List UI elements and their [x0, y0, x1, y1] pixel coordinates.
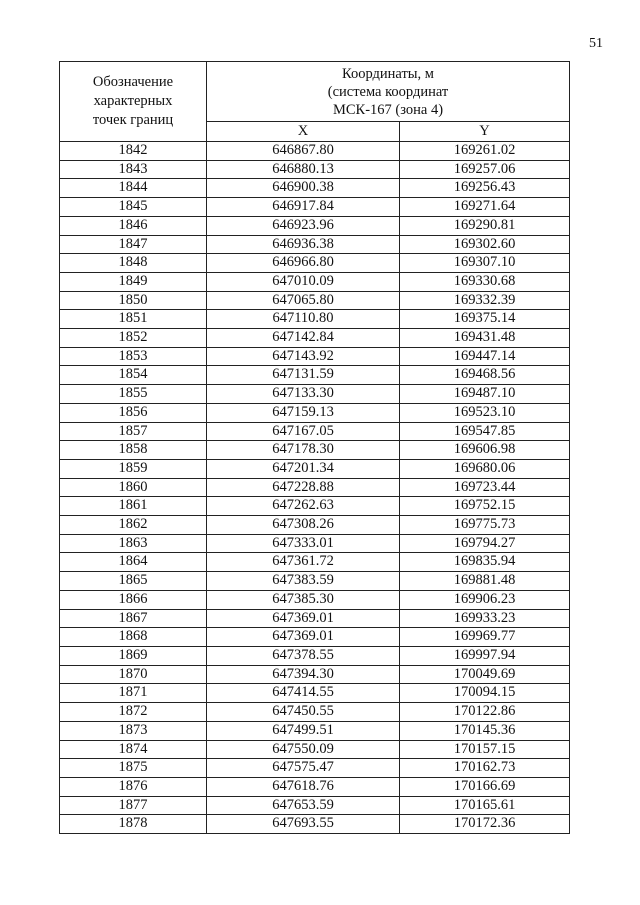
point-id-cell: 1866: [60, 590, 207, 609]
x-coordinate-cell: 647262.63: [207, 497, 400, 516]
y-coordinate-cell: 170145.36: [400, 721, 570, 740]
x-coordinate-cell: 647065.80: [207, 291, 400, 310]
point-id-cell: 1851: [60, 310, 207, 329]
x-coordinate-cell: 646867.80: [207, 142, 400, 161]
point-id-cell: 1874: [60, 740, 207, 759]
point-id-cell: 1858: [60, 441, 207, 460]
x-coordinate-cell: 647333.01: [207, 534, 400, 553]
x-coordinate-cell: 647653.59: [207, 796, 400, 815]
table-row: [60, 646, 570, 665]
x-coordinate-cell: 647499.51: [207, 721, 400, 740]
table-row: [60, 740, 570, 759]
x-coordinate-cell: 647308.26: [207, 516, 400, 535]
y-coordinate-cell: 169775.73: [400, 516, 570, 535]
x-coordinate-cell: 647228.88: [207, 478, 400, 497]
point-id-cell: 1862: [60, 516, 207, 535]
table-row: [60, 609, 570, 628]
table-row: [60, 179, 570, 198]
table-body: [60, 142, 570, 834]
y-coordinate-cell: 169881.48: [400, 572, 570, 591]
point-id-cell: 1854: [60, 366, 207, 385]
point-id-cell: 1868: [60, 628, 207, 647]
point-id-cell: 1861: [60, 497, 207, 516]
table-row: [60, 815, 570, 834]
y-coordinate-cell: 170172.36: [400, 815, 570, 834]
x-coordinate-cell: 647369.01: [207, 628, 400, 647]
point-id-cell: 1849: [60, 272, 207, 291]
x-coordinate-cell: 647450.55: [207, 703, 400, 722]
y-coordinate-cell: 169271.64: [400, 198, 570, 217]
table-row: [60, 291, 570, 310]
table-row: [60, 497, 570, 516]
y-coordinate-cell: 169997.94: [400, 646, 570, 665]
point-id-cell: 1847: [60, 235, 207, 254]
y-coordinate-cell: 169375.14: [400, 310, 570, 329]
point-id-cell: 1860: [60, 478, 207, 497]
table-row: [60, 366, 570, 385]
point-id-cell: 1865: [60, 572, 207, 591]
y-coordinate-cell: 170157.15: [400, 740, 570, 759]
x-coordinate-cell: 647167.05: [207, 422, 400, 441]
point-designation-header-line: Обозначение: [92, 74, 174, 90]
point-id-cell: 1842: [60, 142, 207, 161]
point-id-cell: 1844: [60, 179, 207, 198]
point-designation-header: [60, 62, 207, 142]
point-id-cell: 1877: [60, 796, 207, 815]
x-coordinate-cell: 647110.80: [207, 310, 400, 329]
table-row: [60, 553, 570, 572]
table-row: [60, 759, 570, 778]
point-designation-header-line: точек границ: [92, 112, 174, 128]
coordinates-table: [59, 61, 570, 834]
y-coordinate-cell: 169752.15: [400, 497, 570, 516]
y-column-header: Y: [400, 122, 570, 142]
table-row: [60, 590, 570, 609]
x-coordinate-cell: 647414.55: [207, 684, 400, 703]
table-row: [60, 272, 570, 291]
x-coordinate-cell: 647550.09: [207, 740, 400, 759]
point-id-cell: 1857: [60, 422, 207, 441]
point-id-cell: 1855: [60, 385, 207, 404]
x-coordinate-cell: 646966.80: [207, 254, 400, 273]
point-id-cell: 1878: [60, 815, 207, 834]
x-coordinate-cell: 647575.47: [207, 759, 400, 778]
y-coordinate-cell: 170122.86: [400, 703, 570, 722]
table-row: [60, 385, 570, 404]
y-coordinate-cell: 169547.85: [400, 422, 570, 441]
table-row: [60, 703, 570, 722]
table-row: [60, 347, 570, 366]
x-coordinate-cell: 647618.76: [207, 777, 400, 796]
y-coordinate-cell: 169680.06: [400, 459, 570, 478]
table-row: [60, 628, 570, 647]
coordinates-group-header: [207, 62, 570, 122]
table-row: [60, 254, 570, 273]
point-id-cell: 1876: [60, 777, 207, 796]
table-row: [60, 572, 570, 591]
y-coordinate-cell: 170165.61: [400, 796, 570, 815]
point-id-cell: 1871: [60, 684, 207, 703]
table-row: [60, 665, 570, 684]
y-coordinate-cell: 169933.23: [400, 609, 570, 628]
y-coordinate-cell: 169330.68: [400, 272, 570, 291]
y-coordinate-cell: 169447.14: [400, 347, 570, 366]
point-designation-header-line: характерных: [93, 93, 173, 109]
table-row: [60, 534, 570, 553]
x-coordinate-cell: 646923.96: [207, 216, 400, 235]
table-row: [60, 796, 570, 815]
point-id-cell: 1850: [60, 291, 207, 310]
x-coordinate-cell: 647159.13: [207, 403, 400, 422]
y-coordinate-cell: 169256.43: [400, 179, 570, 198]
table-row: [60, 422, 570, 441]
x-coordinate-cell: 647201.34: [207, 459, 400, 478]
y-coordinate-cell: 169431.48: [400, 329, 570, 348]
x-coordinate-cell: 647143.92: [207, 347, 400, 366]
y-coordinate-cell: 169261.02: [400, 142, 570, 161]
y-coordinate-cell: 169606.98: [400, 441, 570, 460]
table-row: [60, 198, 570, 217]
x-coordinate-cell: 647383.59: [207, 572, 400, 591]
point-id-cell: 1864: [60, 553, 207, 572]
y-coordinate-cell: 169257.06: [400, 160, 570, 179]
x-coordinate-cell: 647131.59: [207, 366, 400, 385]
point-id-cell: 1875: [60, 759, 207, 778]
table-row: [60, 403, 570, 422]
coordinates-header-line: МСК-167 (зона 4): [332, 102, 444, 118]
table-row: [60, 478, 570, 497]
table-row: [60, 310, 570, 329]
point-id-cell: 1846: [60, 216, 207, 235]
point-id-cell: 1852: [60, 329, 207, 348]
point-id-cell: 1845: [60, 198, 207, 217]
y-coordinate-cell: 170049.69: [400, 665, 570, 684]
y-coordinate-cell: 169794.27: [400, 534, 570, 553]
x-coordinate-cell: 647010.09: [207, 272, 400, 291]
point-id-cell: 1856: [60, 403, 207, 422]
x-coordinate-cell: 647394.30: [207, 665, 400, 684]
point-id-cell: 1870: [60, 665, 207, 684]
x-coordinate-cell: 647178.30: [207, 441, 400, 460]
x-coordinate-cell: 647385.30: [207, 590, 400, 609]
page-number: 51: [589, 36, 603, 51]
point-id-cell: 1859: [60, 459, 207, 478]
x-coordinate-cell: 647369.01: [207, 609, 400, 628]
table-row: [60, 216, 570, 235]
x-coordinate-cell: 646900.38: [207, 179, 400, 198]
table-row: [60, 142, 570, 161]
point-id-cell: 1863: [60, 534, 207, 553]
table-row: [60, 684, 570, 703]
x-coordinate-cell: 646936.38: [207, 235, 400, 254]
table-row: [60, 777, 570, 796]
x-coordinate-cell: 647133.30: [207, 385, 400, 404]
x-coordinate-cell: 647693.55: [207, 815, 400, 834]
x-coordinate-cell: 647361.72: [207, 553, 400, 572]
table-row: [60, 441, 570, 460]
point-id-cell: 1843: [60, 160, 207, 179]
point-id-cell: 1867: [60, 609, 207, 628]
table-row: [60, 459, 570, 478]
y-coordinate-cell: 169969.77: [400, 628, 570, 647]
y-coordinate-cell: 169468.56: [400, 366, 570, 385]
point-id-cell: 1873: [60, 721, 207, 740]
point-id-cell: 1848: [60, 254, 207, 273]
table-row: [60, 160, 570, 179]
y-coordinate-cell: 169290.81: [400, 216, 570, 235]
y-coordinate-cell: 169487.10: [400, 385, 570, 404]
y-coordinate-cell: 169332.39: [400, 291, 570, 310]
x-coordinate-cell: 646917.84: [207, 198, 400, 217]
x-coordinate-cell: 647378.55: [207, 646, 400, 665]
y-coordinate-cell: 170094.15: [400, 684, 570, 703]
x-column-header: X: [207, 122, 400, 142]
y-coordinate-cell: 169723.44: [400, 478, 570, 497]
y-coordinate-cell: 169523.10: [400, 403, 570, 422]
point-id-cell: 1853: [60, 347, 207, 366]
table-row: [60, 721, 570, 740]
coordinates-header-line: (система координат: [327, 84, 449, 100]
y-coordinate-cell: 169906.23: [400, 590, 570, 609]
x-coordinate-cell: 647142.84: [207, 329, 400, 348]
y-coordinate-cell: 169302.60: [400, 235, 570, 254]
table-header-row: [60, 62, 570, 122]
y-coordinate-cell: 170162.73: [400, 759, 570, 778]
y-coordinate-cell: 169835.94: [400, 553, 570, 572]
y-coordinate-cell: 169307.10: [400, 254, 570, 273]
point-id-cell: 1872: [60, 703, 207, 722]
table-row: [60, 329, 570, 348]
table-row: [60, 516, 570, 535]
coordinates-header-line: Координаты, м: [342, 66, 434, 82]
point-id-cell: 1869: [60, 646, 207, 665]
table-row: [60, 235, 570, 254]
y-coordinate-cell: 170166.69: [400, 777, 570, 796]
x-coordinate-cell: 646880.13: [207, 160, 400, 179]
